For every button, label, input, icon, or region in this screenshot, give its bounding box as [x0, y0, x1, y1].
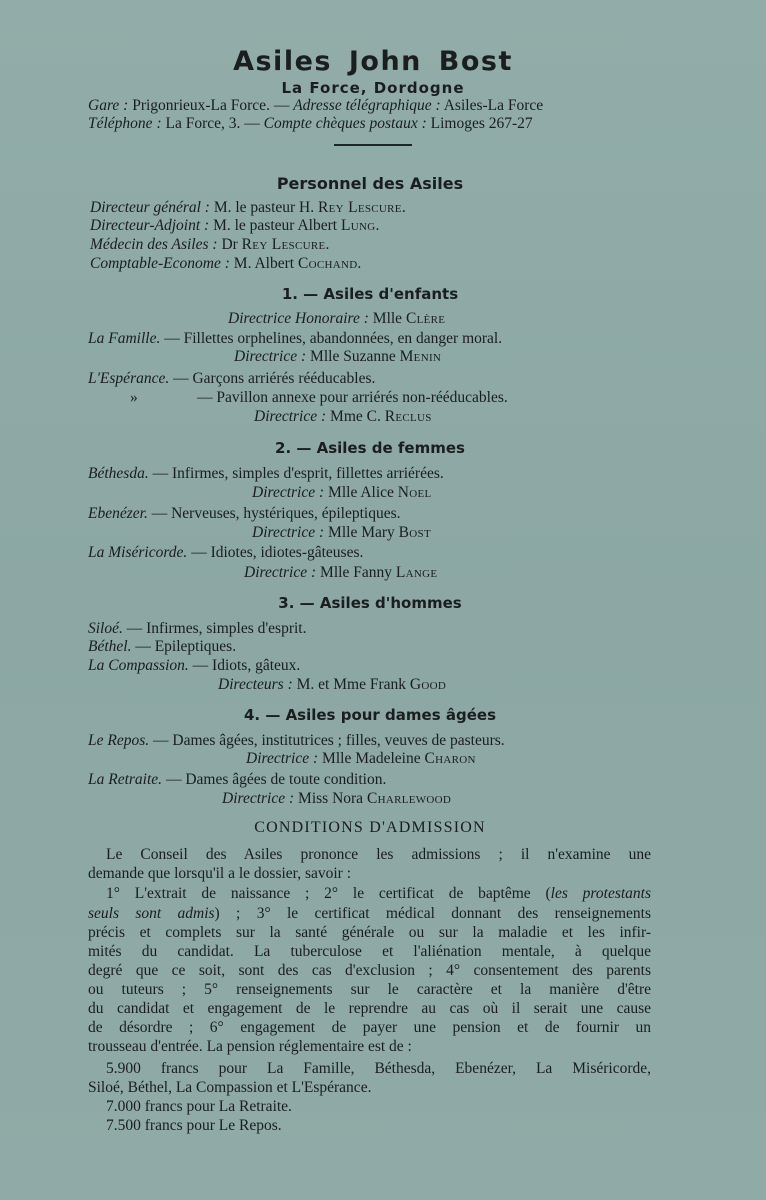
title-rule [334, 144, 412, 146]
asile-name: La Famille. [88, 330, 161, 347]
personnel-row [90, 255, 362, 273]
gare-value: Prigonrieux-La Force. — [132, 97, 290, 114]
personnel-row [90, 217, 380, 235]
pension-line: 7.000 francs pour La Retraite. [106, 1098, 292, 1115]
personnel-heading: Personnel des Asiles [276, 174, 464, 193]
paragraph-line: ou tuteurs ; 5° renseignements sur le caractère et la manière d'être [88, 981, 651, 998]
directrice-name: Good [409, 676, 447, 693]
directrice-line [252, 484, 432, 502]
ccp-label: Compte chèques postaux : [263, 115, 427, 132]
asile-desc: — Dames âgées de toute condition. [162, 771, 387, 788]
text-run-italic: seuls sont admis [88, 905, 215, 922]
asile-line [88, 620, 306, 638]
asile-line [88, 505, 401, 523]
contact-line-1 [88, 97, 543, 115]
asile-desc: — Fillettes orphelines, abandonnées, en danger moral. [160, 330, 503, 347]
asile-line [88, 638, 236, 656]
directrice-label: Directrice : [252, 484, 325, 501]
directrice-label: Directrice Honoraire : [228, 310, 369, 327]
asile-desc: — Pavillon annexe pour arriérés non-rééducables. [197, 389, 508, 406]
page-subtitle: La Force, Dordogne [281, 79, 465, 97]
asile-name: Ebenézer. [88, 505, 148, 522]
directrice-label: Directrice : [222, 790, 295, 807]
section-heading-dames: 4. — Asiles pour dames âgées [243, 706, 496, 724]
directrice-text: M. et Mme Frank [292, 676, 410, 693]
personnel-text: M. Albert [229, 255, 298, 272]
personnel-row [90, 199, 406, 217]
personnel-text: M. le pasteur Albert [209, 217, 341, 234]
directrice-name: Reclus [384, 408, 432, 425]
asile-desc: — Idiots, gâteux. [188, 657, 301, 674]
directrice-line [218, 676, 446, 694]
asile-line [88, 732, 505, 750]
adresse-value: Asiles-La Force [443, 97, 544, 114]
asile-line [88, 657, 300, 675]
asile-desc: — Infirmes, simples d'esprit, fillettes arriérées. [148, 465, 444, 482]
asile-line [130, 389, 138, 407]
text-run: ) ; 3° le certificat médical donnant des renseignements [214, 905, 651, 922]
directrice-name: Clère [405, 310, 446, 327]
directrice-label: Directeurs : [218, 676, 293, 693]
asile-line [88, 330, 502, 348]
asile-line [88, 771, 386, 789]
directrice-text: Mlle Mary [324, 524, 399, 541]
asile-name: Béthel. [88, 638, 132, 655]
paragraph-line: trousseau d'entrée. La pension réglementaire est de : [88, 1038, 412, 1055]
asile-desc: — Nerveuses, hystériques, épileptiques. [147, 505, 401, 522]
personnel-text: Dr [217, 236, 242, 253]
asile-desc: — Infirmes, simples d'esprit. [122, 620, 307, 637]
paragraph-line [106, 885, 651, 903]
directrice-name: Lange [395, 564, 438, 581]
paragraph-line: du candidat et engagement de le reprendre au cas où il serait une cause [88, 1000, 651, 1017]
paragraph-line: précis et complets sur la santé générale ou sur la maladie et les infir- [88, 924, 651, 941]
pension-line: Siloé, Béthel, La Compassion et L'Espérance. [88, 1079, 372, 1096]
directrice-text: Mlle Fanny [316, 564, 396, 581]
directrice-line [254, 408, 432, 426]
tel-value: La Force, 3. — [165, 115, 260, 132]
directrice-label: Directrice : [234, 348, 307, 365]
paragraph-line: mités du candidat. La tuberculose et l'aliénation mentale, à quelque [88, 943, 651, 960]
asile-desc: — Garçons arriérés rééducables. [169, 370, 376, 387]
personnel-role: Médecin des Asiles : [90, 236, 218, 253]
paragraph-line [88, 905, 651, 923]
personnel-name: Lung. [340, 217, 380, 234]
directrice-name: Charlewood [366, 790, 452, 807]
personnel-role: Directeur-Adjoint : [90, 217, 210, 234]
directrice-honoraire [228, 310, 445, 328]
directrice-name: Charon [424, 750, 476, 767]
paragraph-line: Le Conseil des Asiles prononce les admissions ; il n'examine une [106, 846, 651, 863]
directrice-name: Menin [399, 348, 442, 365]
pension-line: 7.500 francs pour Le Repos. [106, 1117, 282, 1134]
directrice-line [222, 790, 451, 808]
asile-name: La Miséricorde. [88, 544, 188, 561]
directrice-line [244, 564, 437, 582]
paragraph-line: degré que ce soit, sont des cas d'exclusion ; 4° consentement des parents [88, 962, 651, 979]
directrice-name: Noel [397, 484, 432, 501]
personnel-name: Rey Lescure. [318, 199, 406, 216]
directrice-text: Mlle Madeleine [318, 750, 425, 767]
pension-line: 5.900 francs pour La Famille, Béthesda, Ebenézer, La Miséricorde, [106, 1060, 651, 1077]
section-heading-enfants: 1. — Asiles d'enfants [281, 285, 459, 303]
section-heading-femmes: 2. — Asiles de femmes [275, 439, 465, 457]
personnel-text: M. le pasteur H. [209, 199, 318, 216]
ditto-mark: » [130, 389, 138, 406]
asile-line [88, 465, 444, 483]
personnel-role: Comptable-Econome : [90, 255, 230, 272]
asile-name: Siloé. [88, 620, 123, 637]
conditions-heading: CONDITIONS D'ADMISSION [254, 819, 486, 836]
directrice-text: Mlle [368, 310, 406, 327]
directrice-line [246, 750, 476, 768]
adresse-label: Adresse télégraphique : [293, 97, 441, 114]
directrice-text: Mlle Alice [324, 484, 398, 501]
gare-label: Gare : [88, 97, 129, 114]
directrice-text: Miss Nora [294, 790, 367, 807]
asile-line [88, 544, 363, 562]
tel-label: Téléphone : [88, 115, 162, 132]
directrice-label: Directrice : [254, 408, 327, 425]
personnel-name: Cochand. [297, 255, 362, 272]
directrice-label: Directrice : [252, 524, 325, 541]
text-run-italic: les protestants [550, 885, 651, 902]
asile-desc-line [197, 389, 508, 407]
asile-desc: — Dames âgées, institutrices ; filles, veuves de pasteurs. [149, 732, 505, 749]
ccp-value: Limoges 267-27 [430, 115, 533, 132]
section-heading-hommes: 3. — Asiles d'hommes [278, 594, 462, 612]
directrice-label: Directrice : [246, 750, 319, 767]
directrice-text: Mme C. [326, 408, 385, 425]
paragraph-line: de désordre ; 6° engagement de payer une pension et de fournir un [88, 1019, 651, 1036]
asile-name: Béthesda. [88, 465, 149, 482]
asile-name: Le Repos. [88, 732, 150, 749]
asile-name: La Retraite. [88, 771, 163, 788]
paragraph-line: demande que lorsqu'il a le dossier, savoir : [88, 865, 352, 882]
directrice-text: Mlle Suzanne [306, 348, 400, 365]
directrice-line [234, 348, 441, 366]
asile-name: La Compassion. [88, 657, 189, 674]
asile-line [88, 370, 375, 388]
asile-name: L'Espérance. [88, 370, 170, 387]
personnel-name: Rey Lescure. [241, 236, 330, 253]
contact-line-2 [88, 115, 533, 133]
text-run: 1° L'extrait de naissance ; 2° le certificat de baptême ( [106, 885, 551, 902]
personnel-row [90, 236, 330, 254]
asile-desc: — Epileptiques. [131, 638, 237, 655]
asile-desc: — Idiotes, idiotes-gâteuses. [187, 544, 364, 561]
directrice-name: Bost [398, 524, 431, 541]
personnel-role: Directeur général : [90, 199, 210, 216]
directrice-label: Directrice : [244, 564, 317, 581]
directrice-line [252, 524, 431, 542]
page-title: Asiles John Bost [233, 46, 513, 77]
